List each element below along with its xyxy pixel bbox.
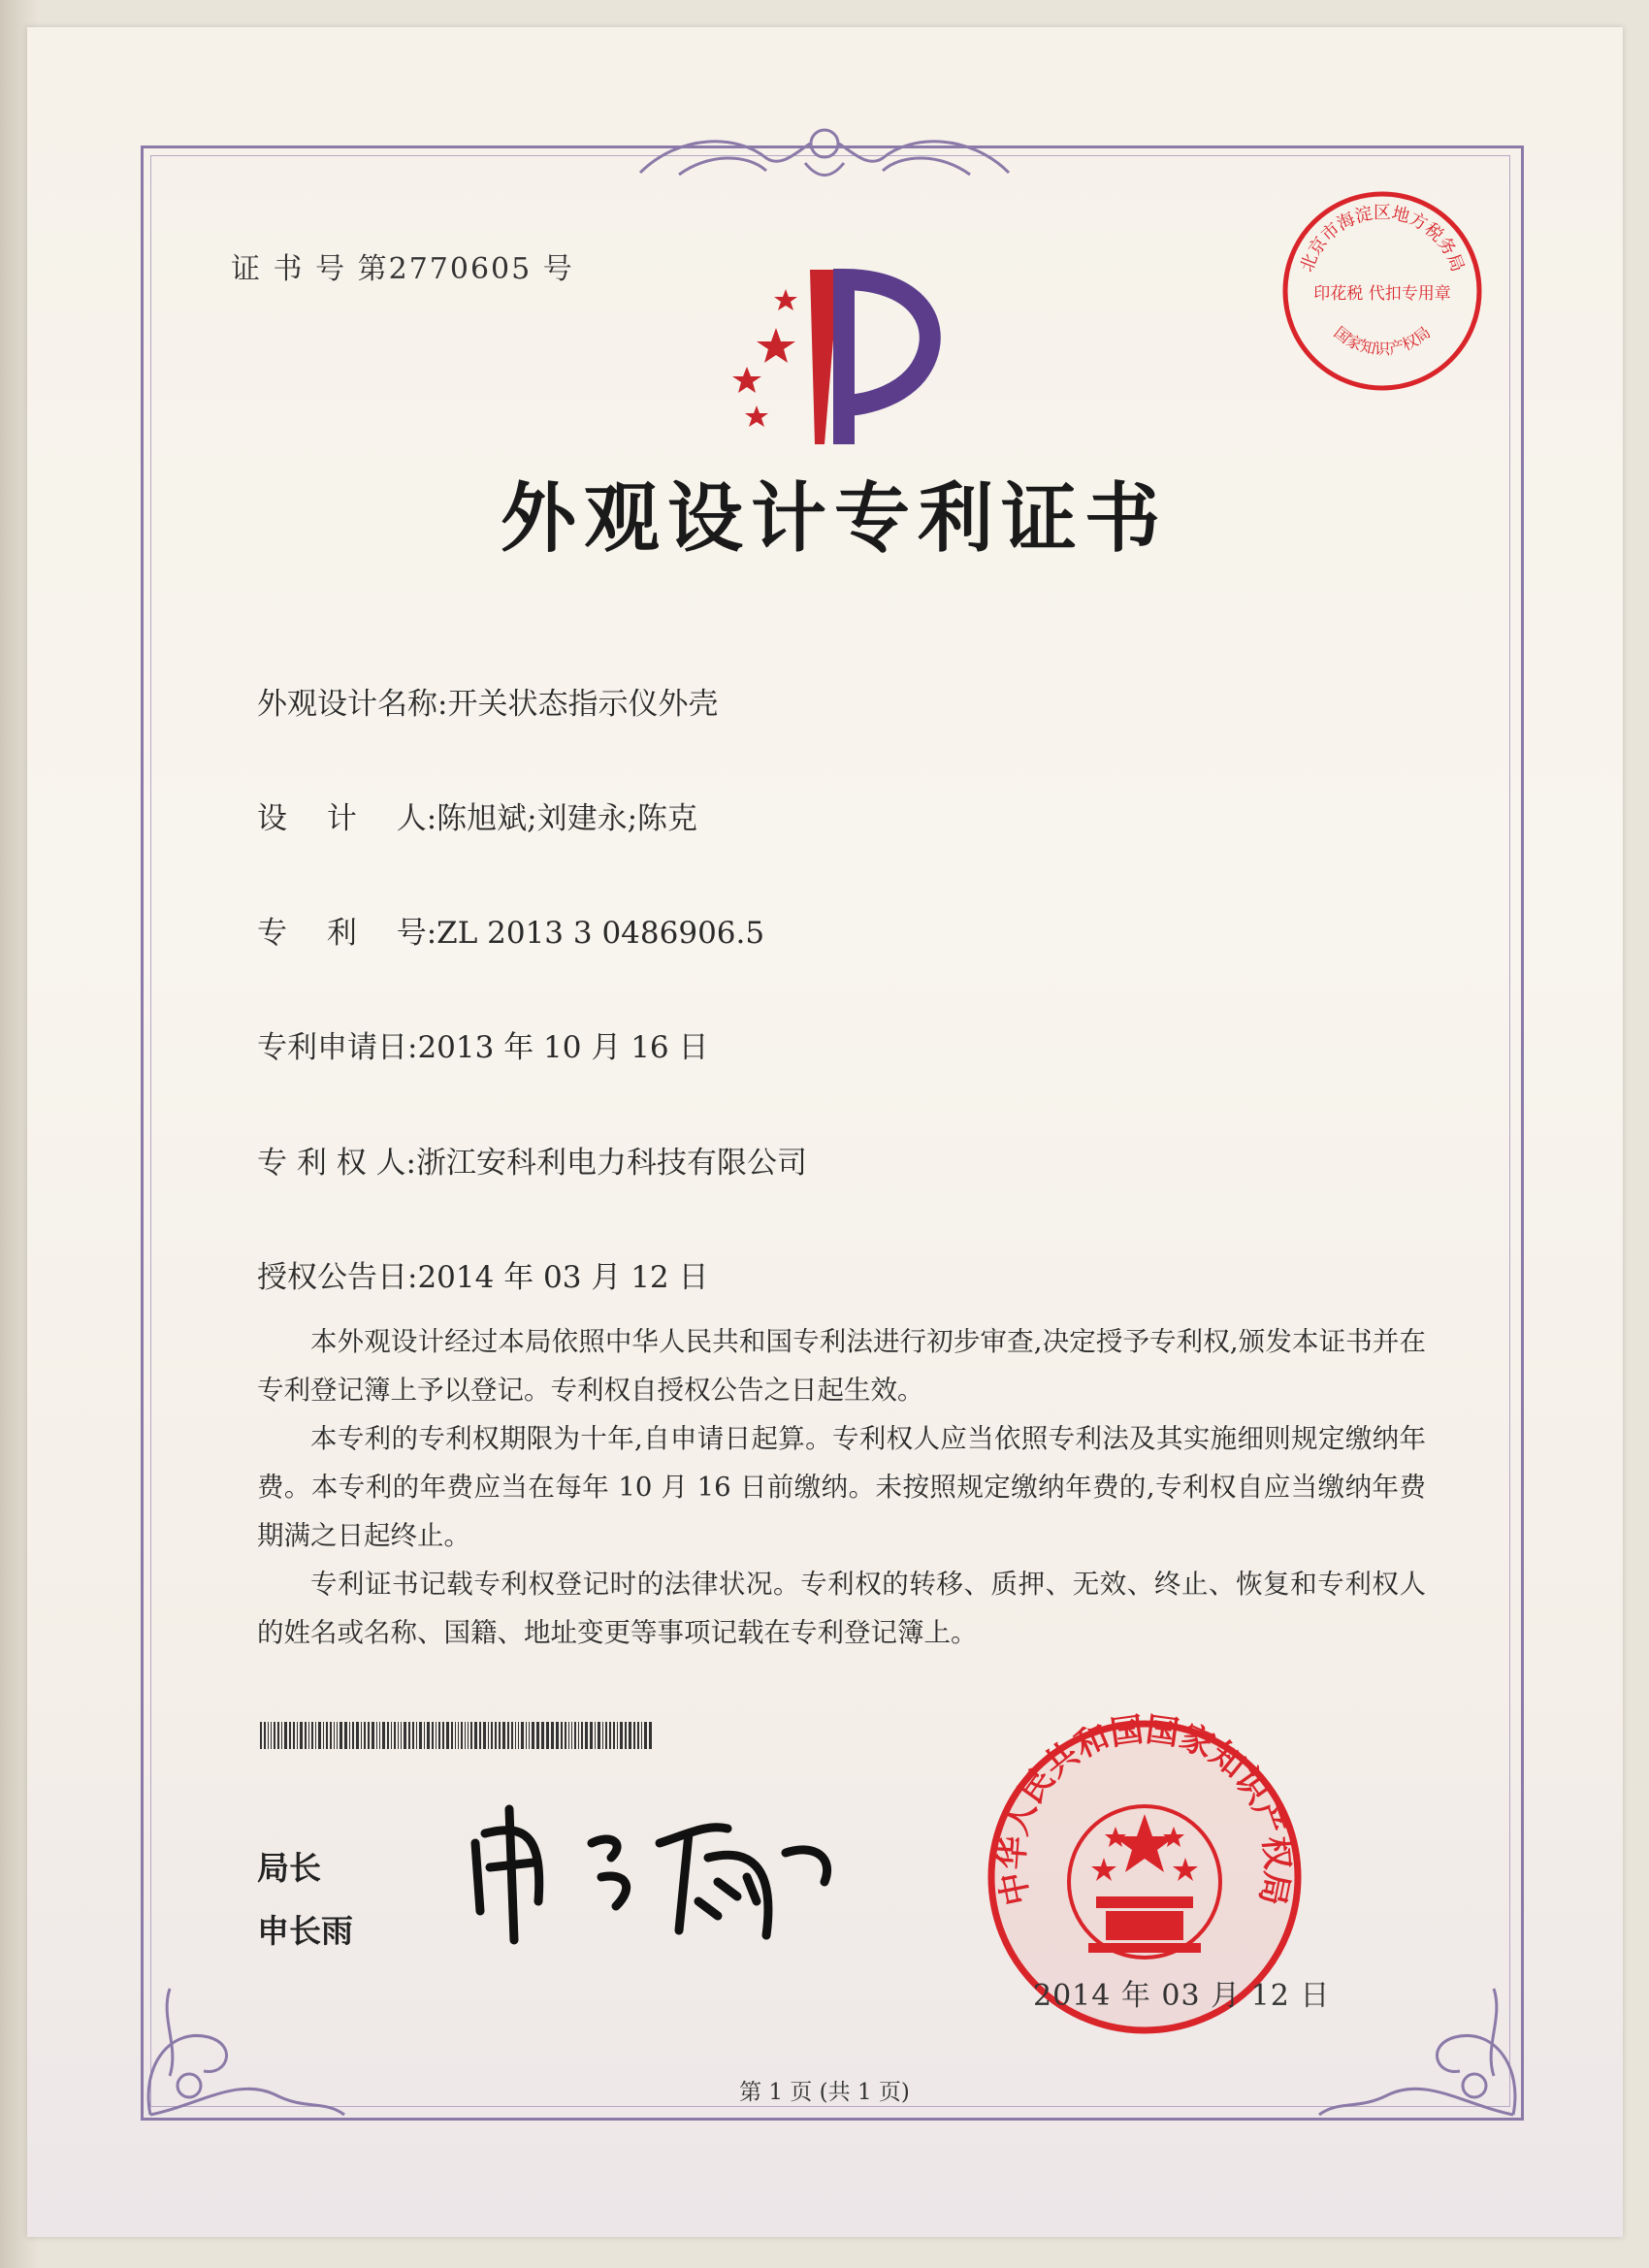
barcode-bar [529,1722,530,1749]
application-date-label: 专利申请日: [257,1030,418,1065]
barcode-bar [521,1722,524,1749]
barcode-bar [289,1722,291,1749]
barcode-bar [511,1722,513,1749]
barcode-bar [488,1722,489,1749]
barcode-bar [633,1722,635,1749]
barcode-bar [277,1722,279,1749]
body-paragraph-1: 本外观设计经过本局依照中华人民共和国专利法进行初步审查,决定授予专利权,颁发本证书并在专利登记簿上予以登记。专利权自授权公告之日起生效。 [257,1326,1426,1406]
barcode-bar [271,1722,272,1749]
director-signature [456,1804,863,1950]
barcode-bar [613,1722,615,1749]
barcode-bar [432,1722,434,1749]
barcode-bar [274,1722,275,1749]
barcode-bar [649,1722,652,1749]
barcode-bar [461,1722,463,1749]
barcode-bar [458,1722,459,1749]
barcode-bar [340,1722,342,1749]
barcode-bar [574,1722,576,1749]
barcode-bar [300,1722,303,1749]
barcode-bar [281,1722,282,1749]
barcode-bar [305,1722,307,1749]
barcode-bar [364,1722,366,1749]
barcode-bar [556,1722,559,1749]
patentee-label: 专 利 权 人: [257,1146,417,1181]
barcode-bar [361,1722,362,1749]
patentee-value: 浙江安科利电力科技有限公司 [416,1146,808,1181]
barcode-bar [349,1722,350,1749]
director-name: 申长雨 [257,1912,353,1950]
barcode-bar [391,1722,392,1749]
barcode-bar [408,1722,410,1749]
barcode-bar [470,1722,472,1749]
barcode-bar [315,1722,316,1749]
patent-office-logo [718,260,970,454]
barcode-bar [474,1722,477,1749]
designer-value: 陈旭斌;刘建永;陈克 [436,801,698,836]
page-number: 第 1 页 (共 1 页) [739,2080,910,2105]
barcode-bar [617,1722,618,1749]
barcode-bar [551,1722,554,1749]
barcode-bar [451,1722,453,1749]
barcode-bar [578,1722,579,1749]
barcode-bar [568,1722,569,1749]
barcode-bar [264,1722,266,1749]
designer-field [257,794,697,837]
barcode-bar [598,1722,600,1749]
barcode-bar [541,1722,544,1749]
barcode-bar [590,1722,593,1749]
grant-date-value: 2014 年 03 月 12 日 [417,1260,709,1295]
barcode-bar [394,1722,396,1749]
barcode-bar [412,1722,414,1749]
barcode-bar [398,1722,399,1749]
barcode-bar [637,1722,639,1749]
barcode-bar [605,1722,607,1749]
barcode-bar [515,1722,516,1749]
designer-label: 设 计 人: [257,801,437,836]
application-date-value: 2013 年 10 月 16 日 [417,1030,709,1065]
barcode-bar [293,1722,295,1749]
tax-seal-outer-text: 北京市海淀区地方税务局 [1296,203,1469,275]
design-name-field [257,679,718,723]
grant-date-field [257,1252,709,1296]
barcode-bar [311,1722,313,1749]
barcode-bar [427,1722,430,1749]
patent-number-value: ZL 2013 3 0486906.5 [436,916,765,951]
barcode-bar [337,1722,338,1749]
barcode-bar [334,1722,335,1749]
barcode-bar [518,1722,519,1749]
patentee-field [257,1138,807,1182]
official-seal-text: 中华人民共和国国家知识产权局 [992,1712,1297,1909]
barcode-bar [491,1722,493,1749]
body-paragraph-3: 专利证书记载专利权登记时的法律状况。专利权的转移、质押、无效、终止、恢复和专利权人的姓名或名称、国籍、地址变更等事项记载在专利登记簿上。 [257,1569,1426,1648]
barcode-bar [499,1722,501,1749]
barcode-bar [416,1722,417,1749]
barcode-bar [581,1722,583,1749]
barcode [260,1722,658,1749]
barcode-bar [318,1722,321,1749]
barcode-bar [379,1722,380,1749]
grant-date-label: 授权公告日: [257,1260,418,1295]
barcode-bar [644,1722,647,1749]
barcode-bar [308,1722,309,1749]
barcode-bar [483,1722,486,1749]
barcode-bar [585,1722,588,1749]
certificate-title: 外观设计专利证书 [500,474,1168,563]
barcode-bar [352,1722,354,1749]
barcode-bar [260,1722,262,1749]
barcode-bar [565,1722,566,1749]
director-title: 局长 [257,1849,321,1887]
barcode-bar [507,1722,509,1749]
barcode-bar [629,1722,631,1749]
top-ornament [621,114,1028,192]
barcode-bar [268,1722,269,1749]
bottom-right-ornament [1300,1930,1533,2124]
tax-seal-bottom-text: 国家知识产权局 [1330,322,1435,359]
barcode-bar [344,1722,347,1749]
barcode-bar [419,1722,422,1749]
design-name-value: 开关状态指示仪外壳 [447,687,719,722]
barcode-bar [330,1722,332,1749]
barcode-bar [502,1722,505,1749]
barcode-bar [595,1722,596,1749]
barcode-bar [532,1722,534,1749]
barcode-bar [641,1722,642,1749]
bottom-left-ornament [131,1930,364,2124]
barcode-bar [404,1722,406,1749]
seal-date: 2014 年 03 月 12 日 [1033,1979,1331,2013]
barcode-bar [376,1722,377,1749]
barcode-bar [401,1722,402,1749]
barcode-bar [602,1722,603,1749]
certificate-number: 证 书 号 第2770605 号 [231,252,574,286]
patent-number-field [257,908,764,952]
barcode-bar [372,1722,374,1749]
tax-stamp-seal [1276,184,1489,398]
barcode-bar [479,1722,481,1749]
barcode-bar [536,1722,539,1749]
barcode-bar [438,1722,440,1749]
application-date-field [257,1022,709,1066]
barcode-bar [284,1722,287,1749]
barcode-bar [323,1722,324,1749]
barcode-bar [368,1722,370,1749]
barcode-bar [609,1722,611,1749]
tax-seal-inner-text: 印花税 代扣专用章 [1313,284,1451,304]
barcode-bar [546,1722,549,1749]
design-name-label: 外观设计名称: [257,687,448,722]
barcode-bar [297,1722,298,1749]
barcode-bar [382,1722,385,1749]
barcode-bar [424,1722,425,1749]
barcode-bar [468,1722,469,1749]
barcode-bar [442,1722,444,1749]
barcode-bar [455,1722,456,1749]
barcode-bar [326,1722,328,1749]
body-paragraph-2: 本专利的专利权期限为十年,自申请日起算。专利权人应当依照专利法及其实施细则规定缴纳年费。本专利的年费应当在每年 10 月 16 日前缴纳。未按照规定缴纳年费的,专利权自应当缴纳年费期满之日起终止。 [257,1423,1426,1551]
barcode-bar [526,1722,527,1749]
barcode-bar [465,1722,466,1749]
certificate-body [257,1317,1426,1657]
barcode-bar [495,1722,497,1749]
barcode-bar [625,1722,627,1749]
barcode-bar [571,1722,572,1749]
svg-text:国家知识产权局 [1331,323,1435,358]
barcode-bar [446,1722,449,1749]
barcode-bar [620,1722,623,1749]
barcode-bar [387,1722,389,1749]
patent-number-label: 专 利 号: [257,916,437,951]
barcode-bar [561,1722,563,1749]
barcode-bar [356,1722,359,1749]
